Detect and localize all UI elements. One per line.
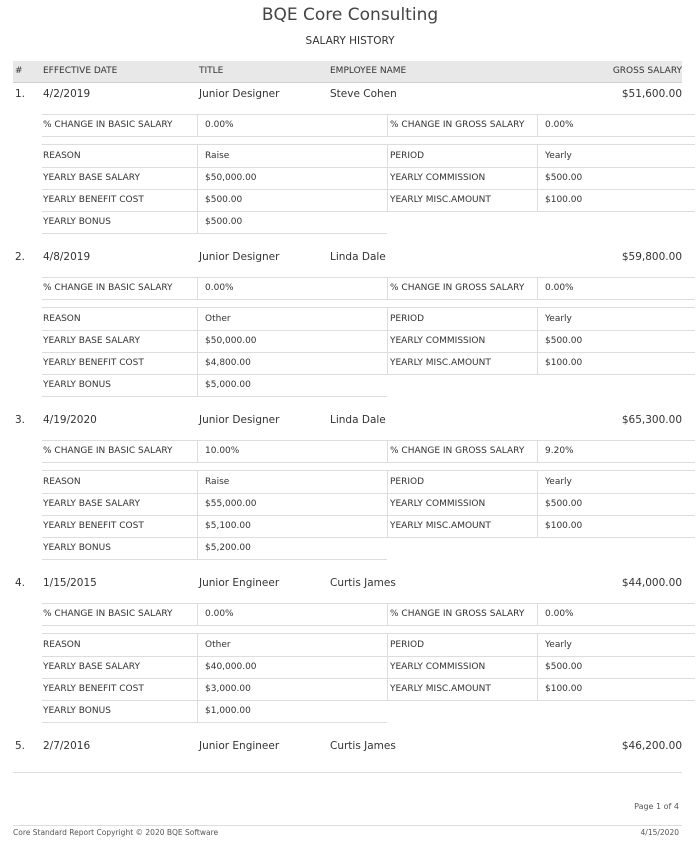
pct-basic-value: 0.00% [205, 283, 234, 293]
record-gross: $44,000.00 [621, 577, 682, 589]
base-label: YEARLY BASE SALARY [43, 336, 140, 346]
change-row [42, 603, 695, 626]
misc-label: YEARLY MISC.AMOUNT [390, 684, 491, 694]
company-title: BQE Core Consulting [261, 5, 439, 25]
base-label: YEARLY BASE SALARY [43, 173, 140, 183]
col-title: TITLE [199, 66, 224, 76]
detail-table [42, 307, 695, 396]
misc-value: $100.00 [545, 684, 583, 694]
pct-gross-label: % CHANGE IN GROSS SALARY [390, 446, 525, 456]
benefit-value: $3,000.00 [205, 684, 251, 694]
detail-table [42, 144, 695, 233]
reason-label: REASON [43, 151, 81, 161]
divider [13, 772, 682, 773]
pct-gross-value: 0.00% [545, 609, 574, 619]
change-row [42, 440, 695, 463]
pct-basic-label: % CHANGE IN BASIC SALARY [43, 120, 173, 130]
record-row [13, 736, 682, 758]
record-title: Junior Designer [199, 88, 280, 100]
record-gross: $65,300.00 [621, 414, 682, 426]
pct-basic-value: 10.00% [205, 446, 240, 456]
benefit-label: YEARLY BENEFIT COST [43, 358, 144, 368]
misc-value: $100.00 [545, 521, 583, 531]
benefit-label: YEARLY BENEFIT COST [43, 684, 144, 694]
period-label: PERIOD [390, 477, 425, 487]
pct-basic-value: 0.00% [205, 609, 234, 619]
misc-label: YEARLY MISC.AMOUNT [390, 521, 491, 531]
column-header [13, 61, 682, 83]
report-title: SALARY HISTORY [305, 35, 395, 47]
record-row [13, 573, 682, 595]
pct-gross-value: 0.00% [545, 120, 574, 130]
col-employee-name: EMPLOYEE NAME [330, 66, 407, 76]
bonus-value: $500.00 [205, 217, 243, 227]
commission-value: $500.00 [545, 173, 583, 183]
base-value: $40,000.00 [205, 662, 257, 672]
period-value: Yearly [545, 640, 572, 650]
page-number: Page 1 of 4 [634, 802, 679, 811]
commission-value: $500.00 [545, 662, 583, 672]
benefit-value: $500.00 [205, 195, 243, 205]
col-num: # [15, 66, 23, 76]
pct-basic-label: % CHANGE IN BASIC SALARY [43, 609, 173, 619]
record-date: 4/19/2020 [43, 414, 97, 426]
period-value: Yearly [545, 477, 572, 487]
record-title: Junior Designer [199, 414, 280, 426]
record-row [13, 410, 682, 432]
reason-label: REASON [43, 314, 81, 324]
period-label: PERIOD [390, 314, 425, 324]
misc-label: YEARLY MISC.AMOUNT [390, 195, 491, 205]
benefit-label: YEARLY BENEFIT COST [43, 195, 144, 205]
record-gross: $51,600.00 [621, 88, 682, 100]
record-title: Junior Designer [199, 251, 280, 263]
bonus-label: YEARLY BONUS [43, 706, 111, 716]
commission-value: $500.00 [545, 336, 583, 346]
period-value: Yearly [545, 151, 572, 161]
bonus-label: YEARLY BONUS [43, 543, 111, 553]
copyright: Core Standard Report Copyright © 2020 BQE Software [13, 828, 219, 837]
base-value: $50,000.00 [205, 173, 257, 183]
record-row [13, 84, 682, 106]
commission-value: $500.00 [545, 499, 583, 509]
reason-value: Raise [205, 477, 230, 487]
reason-value: Other [205, 640, 231, 650]
pct-basic-value: 0.00% [205, 120, 234, 130]
footer-date: 4/15/2020 [640, 828, 679, 837]
period-label: PERIOD [390, 640, 425, 650]
benefit-label: YEARLY BENEFIT COST [43, 521, 144, 531]
record-number: 3. [15, 414, 26, 426]
base-label: YEARLY BASE SALARY [43, 499, 140, 509]
record-number: 5. [15, 740, 26, 752]
col-effective-date: EFFECTIVE DATE [43, 66, 118, 76]
bonus-label: YEARLY BONUS [43, 380, 111, 390]
misc-value: $100.00 [545, 195, 583, 205]
detail-table [42, 633, 695, 722]
record-employee: Steve Cohen [330, 88, 397, 100]
base-value: $50,000.00 [205, 336, 257, 346]
detail-table [42, 470, 695, 559]
commission-label: YEARLY COMMISSION [390, 173, 486, 183]
pct-gross-label: % CHANGE IN GROSS SALARY [390, 283, 525, 293]
reason-label: REASON [43, 477, 81, 487]
reason-label: REASON [43, 640, 81, 650]
record-employee: Curtis James [330, 577, 396, 589]
record-employee: Linda Dale [330, 414, 386, 426]
bonus-value: $1,000.00 [205, 706, 251, 716]
col-gross-salary: GROSS SALARY [612, 66, 682, 76]
period-value: Yearly [545, 314, 572, 324]
pct-basic-label: % CHANGE IN BASIC SALARY [43, 283, 173, 293]
record-gross: $46,200.00 [621, 740, 682, 752]
base-value: $55,000.00 [205, 499, 257, 509]
record-number: 4. [15, 577, 26, 589]
misc-label: YEARLY MISC.AMOUNT [390, 358, 491, 368]
record-employee: Curtis James [330, 740, 396, 752]
period-label: PERIOD [390, 151, 425, 161]
pct-gross-label: % CHANGE IN GROSS SALARY [390, 609, 525, 619]
record-date: 4/8/2019 [43, 251, 91, 263]
record-employee: Linda Dale [330, 251, 386, 263]
record-row [13, 247, 682, 269]
benefit-value: $5,100.00 [205, 521, 251, 531]
footer-divider [13, 825, 682, 826]
reason-value: Raise [205, 151, 230, 161]
pct-gross-value: 0.00% [545, 283, 574, 293]
base-label: YEARLY BASE SALARY [43, 662, 140, 672]
bonus-value: $5,200.00 [205, 543, 251, 553]
commission-label: YEARLY COMMISSION [390, 499, 486, 509]
record-title: Junior Engineer [199, 577, 280, 589]
record-gross: $59,800.00 [621, 251, 682, 263]
record-number: 2. [15, 251, 26, 263]
reason-value: Other [205, 314, 231, 324]
benefit-value: $4,800.00 [205, 358, 251, 368]
change-row [42, 277, 695, 300]
commission-label: YEARLY COMMISSION [390, 662, 486, 672]
record-date: 2/7/2016 [43, 740, 91, 752]
record-number: 1. [15, 88, 26, 100]
record-date: 1/15/2015 [43, 577, 97, 589]
record-title: Junior Engineer [199, 740, 280, 752]
commission-label: YEARLY COMMISSION [390, 336, 486, 346]
bonus-label: YEARLY BONUS [43, 217, 111, 227]
record-date: 4/2/2019 [43, 88, 91, 100]
pct-gross-label: % CHANGE IN GROSS SALARY [390, 120, 525, 130]
misc-value: $100.00 [545, 358, 583, 368]
change-row [42, 114, 695, 137]
bonus-value: $5,000.00 [205, 380, 251, 390]
pct-basic-label: % CHANGE IN BASIC SALARY [43, 446, 173, 456]
pct-gross-value: 9.20% [545, 446, 574, 456]
